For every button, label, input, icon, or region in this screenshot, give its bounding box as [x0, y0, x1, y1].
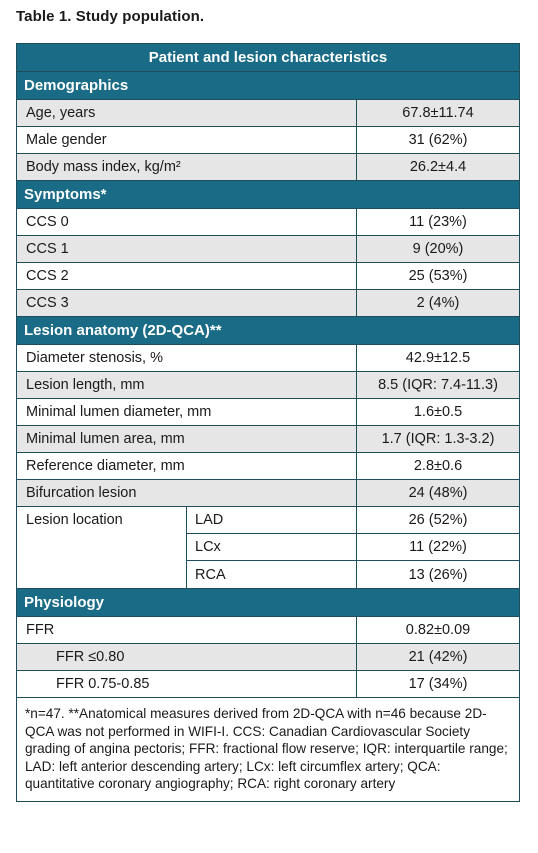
row-label: Bifurcation lesion: [17, 480, 357, 506]
row-value: 42.9±12.5: [405, 350, 471, 366]
row-value: 25 (53%): [408, 268, 468, 284]
table-row: [187, 561, 519, 588]
row-label: FFR: [17, 617, 357, 643]
table-row: [187, 534, 519, 561]
table-row: [17, 290, 519, 317]
row-value: 24 (48%): [408, 485, 468, 501]
row-value: 21 (42%): [408, 649, 468, 665]
row-value: 31 (62%): [408, 132, 468, 148]
row-label: Diameter stenosis, %: [17, 345, 357, 371]
row-label: FFR ≤0.80: [17, 644, 357, 670]
section-physiology: Physiology: [17, 589, 519, 617]
table-title: Table 1. Study population.: [16, 8, 205, 25]
row-label: RCA: [187, 561, 357, 588]
row-value: 2.8±0.6: [413, 458, 463, 474]
row-value: 1.7 (IQR: 1.3-3.2): [381, 431, 495, 447]
table-row: [17, 236, 519, 263]
row-value: 1.6±0.5: [413, 404, 463, 420]
table-row: [17, 209, 519, 236]
table-row: [17, 154, 519, 181]
section-symptoms: Symptoms*: [17, 181, 519, 209]
row-label: Male gender: [17, 127, 357, 153]
lesion-location-subrows: [187, 507, 519, 588]
row-label: Lesion length, mm: [17, 372, 357, 398]
table-row: [17, 372, 519, 399]
row-label: CCS 2: [17, 263, 357, 289]
table-header: Patient and lesion characteristics: [17, 44, 519, 72]
row-label: Minimal lumen area, mm: [17, 426, 357, 452]
row-label: CCS 0: [17, 209, 357, 235]
row-value: 11 (23%): [409, 214, 467, 230]
table-row: [187, 507, 519, 534]
row-value: 26 (52%): [408, 512, 468, 528]
table-footnote: *n=47. **Anatomical measures derived from 2D-QCA with n=46 because 2D-QCA was not performed in WIFI-I. CCS: Canadian Cardiovascular Society grading of angina pectoris; FFR: fractional flow reserve; IQR: interquartile range; LAD: left anterior descending artery; LCx: left circumflex artery; QCA: quantitative coronary angiography; RCA: right coronary artery: [17, 698, 519, 801]
row-value: 9 (20%): [412, 241, 464, 257]
row-label: Age, years: [17, 100, 357, 126]
table-row: [17, 644, 519, 671]
row-value: 26.2±4.4: [409, 159, 467, 175]
section-demographics: Demographics: [17, 72, 519, 100]
row-label: CCS 1: [17, 236, 357, 262]
table-row: [17, 263, 519, 290]
row-label: LAD: [187, 507, 357, 533]
table-row: [17, 617, 519, 644]
table-row: [17, 480, 519, 507]
table-row: [17, 426, 519, 453]
row-value: 11 (22%): [409, 539, 467, 555]
table-row: [17, 399, 519, 426]
section-lesion-anatomy: Lesion anatomy (2D-QCA)**: [17, 317, 519, 345]
table-row: [17, 100, 519, 127]
row-value: 2 (4%): [416, 295, 460, 311]
row-value: 13 (26%): [408, 566, 468, 583]
row-value: 67.8±11.74: [402, 105, 474, 121]
row-label: LCx: [187, 534, 357, 560]
row-label: CCS 3: [17, 290, 357, 316]
row-label: FFR 0.75-0.85: [17, 671, 357, 697]
study-population-table: [16, 43, 520, 802]
row-value: 17 (34%): [408, 676, 468, 692]
table-row: [17, 345, 519, 372]
lesion-location-label: Lesion location: [17, 507, 187, 588]
row-value: 8.5 (IQR: 7.4-11.3): [378, 377, 498, 393]
row-value: 0.82±0.09: [405, 622, 471, 638]
table-row: [17, 671, 519, 698]
row-label: Reference diameter, mm: [17, 453, 357, 479]
table-row: [17, 127, 519, 154]
table-row: [17, 453, 519, 480]
row-label: Minimal lumen diameter, mm: [17, 399, 357, 425]
lesion-location-group: [17, 507, 519, 589]
row-label: Body mass index, kg/m²: [17, 154, 357, 180]
